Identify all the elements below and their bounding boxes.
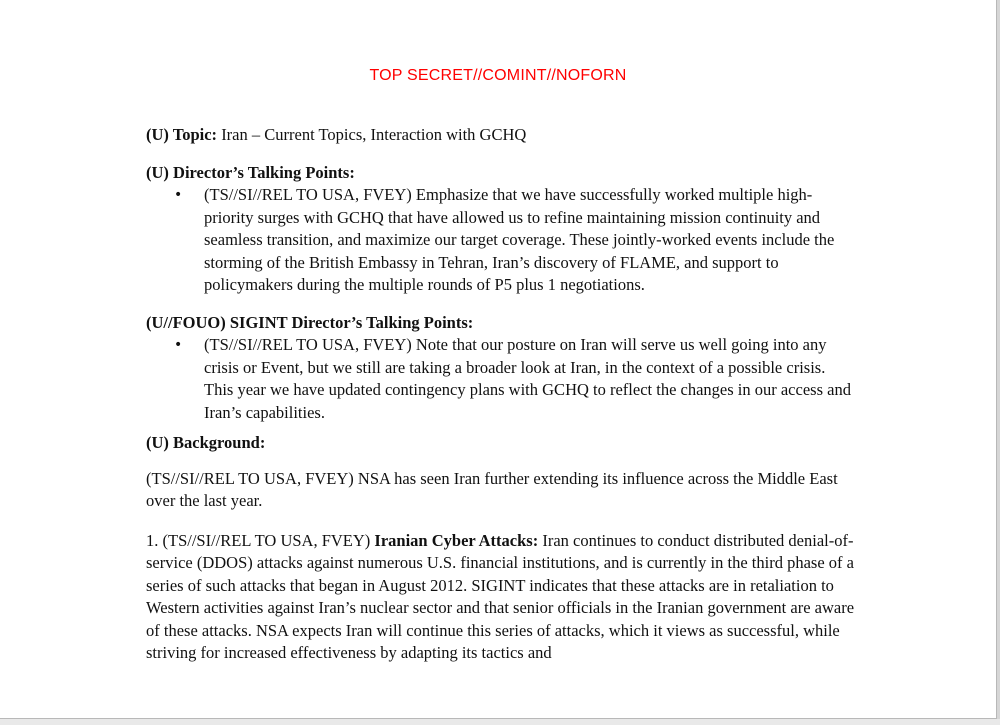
sigint-talking-point-item [146,334,856,424]
classification-banner: TOP SECRET//COMINT//NOFORN [369,67,627,84]
topic-text: Iran – Current Topics, Interaction with GCHQ [217,125,527,144]
background-intro: (TS//SI//REL TO USA, FVEY) NSA has seen Iran further extending its influence across the Middle East over the last year. [146,468,838,510]
topic-line [146,124,856,147]
document-body [146,124,856,665]
sigint-talking-point-text: (TS//SI//REL TO USA, FVEY) Note that our posture on Iran will serve us well going into any crisis or Event, but we still are taking a broader look at Iran, in the context of a possible crisis. This year we have updated contingency plans with GCHQ to reflect the changes in our access and Iran’s capabilities. [204,335,851,422]
directors-talking-point-item [146,184,856,297]
sigint-talking-points-heading: (U//FOUO) SIGINT Director’s Talking Points: [146,312,474,332]
item-1-text: Iran continues to conduct distributed denial-of-service (DDOS) attacks against numerous U.S. financial institutions, and is currently in the third phase of a series of such attacks that began in August 2012. SIGINT indicates that these attacks are in retaliation to Western activities against Iran’s nuclear sector and that senior officials in the Iranian government are aware of these attacks. NSA expects Iran will continue this series of attacks, which it views as successful, while striving for increased effectiveness by adapting its tactics and [146,530,855,662]
background-item-1 [146,530,856,665]
bullet-icon: • [174,187,183,203]
background-heading: (U) Background: [146,433,266,452]
page-bottom-edge [0,719,1000,725]
item-1-title: Iranian Cyber Attacks: [374,530,539,550]
directors-talking-point-text: (TS//SI//REL TO USA, FVEY) Emphasize that we have successfully worked multiple high-priority surges with GCHQ that have allowed us to refine maintaining mission continuity and seamless transition, and maximize our target coverage. These jointly-worked events include the storming of the British Embassy in Tehran, Iran’s discovery of FLAME, and support to policymakers during the multiple rounds of P5 plus 1 negotiations. [204,185,835,294]
directors-talking-points-heading: (U) Director’s Talking Points: [146,162,355,182]
topic-label: (U) Topic: [146,125,218,144]
bullet-icon: • [174,337,183,353]
item-1-prefix: 1. (TS//SI//REL TO USA, FVEY) [146,530,375,550]
